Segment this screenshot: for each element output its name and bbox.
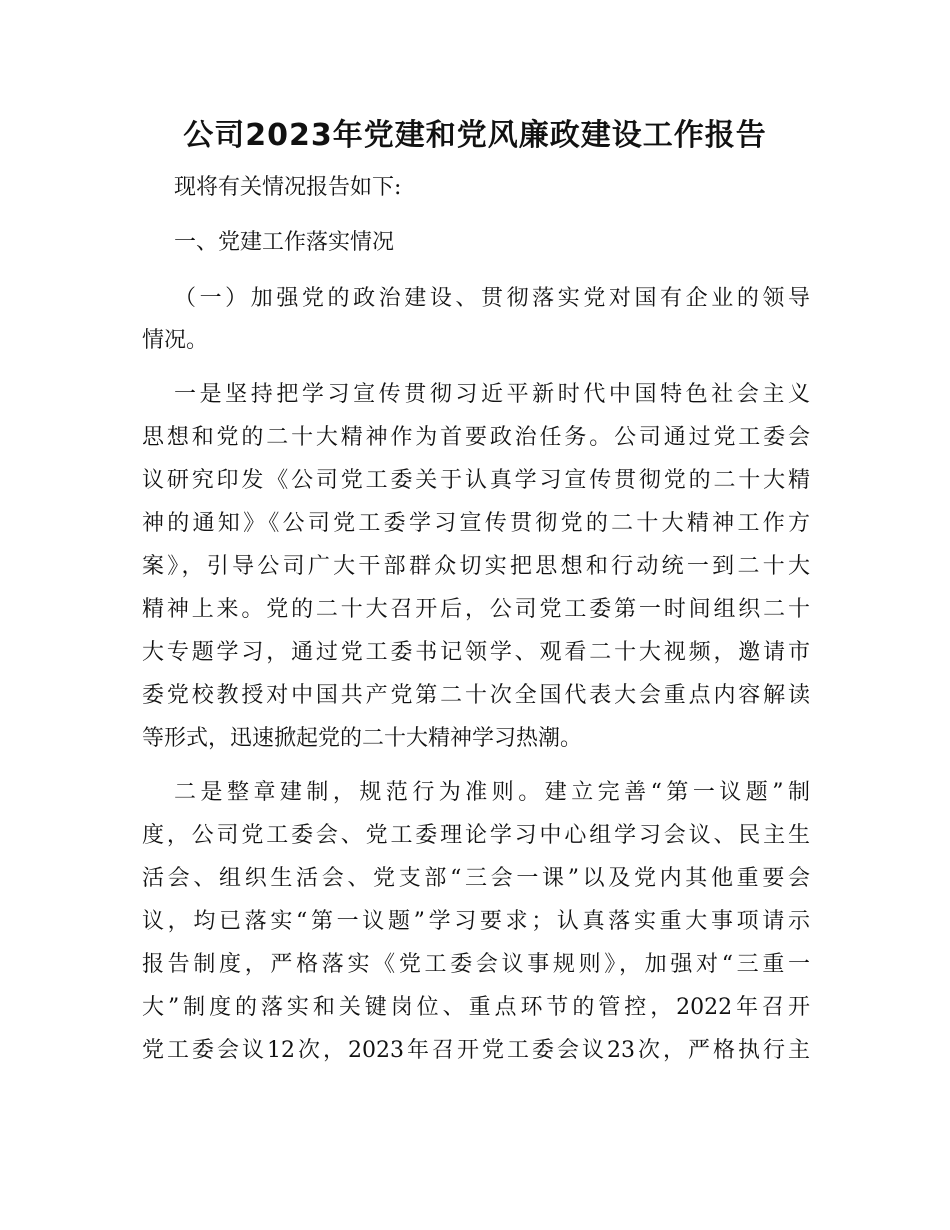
paragraph-line: 等形式，迅速掀起党的二十大精神学习热潮。 (142, 726, 583, 751)
paragraph-line: 大”制度的落实和关键岗位、重点环节的管控，2022年召开 (142, 995, 810, 1020)
paragraph-line: 度，公司党工委会、党工委理论学习中心组学习会议、民主生 (142, 823, 810, 848)
intro-text: 现将有关情况报告如下: (174, 175, 402, 200)
paragraph-line: 议研究印发《公司党工委关于认真学习宣传贯彻党的二十大精 (142, 468, 810, 493)
paragraph-line: 委党校教授对中国共产党第二十次全国代表大会重点内容解读 (142, 683, 810, 708)
paragraph-line: 议，均已落实“第一议题”学习要求；认真落实重大事项请示 (142, 909, 810, 934)
paragraph-line: 思想和党的二十大精神作为首要政治任务。公司通过党工委会 (142, 425, 810, 450)
paragraph-line: 案》，引导公司广大干部群众切实把思想和行动统一到二十大 (142, 554, 810, 579)
paragraph-line: 一是坚持把学习宣传贯彻习近平新时代中国特色社会主义 (174, 382, 810, 407)
section-heading: 一、党建工作落实情况 (174, 230, 395, 255)
document-title: 公司2023年党建和党风廉政建设工作报告 (183, 118, 767, 153)
paragraph-line: 精神上来。党的二十大召开后，公司党工委第一时间组织二十 (142, 597, 810, 622)
paragraph-line: 活会、组织生活会、党支部“三会一课”以及党内其他重要会 (142, 866, 810, 891)
paragraph-line: 神的通知》《公司党工委学习宣传贯彻党的二十大精神工作方 (142, 511, 810, 536)
paragraph-line: 大专题学习，通过党工委书记领学、观看二十大视频，邀请市 (142, 640, 810, 665)
paragraph-line: 二是整章建制，规范行为准则。建立完善“第一议题”制 (174, 780, 810, 805)
subsection-heading-line: 情况。 (142, 328, 209, 353)
paragraph-line: 党工委会议12次，2023年召开党工委会议23次，严格执行主 (142, 1038, 810, 1063)
paragraph-line: 报告制度，严格落实《党工委会议事规则》，加强对“三重一 (142, 952, 810, 977)
subsection-heading-line: （一）加强党的政治建设、贯彻落实党对国有企业的领导 (174, 286, 810, 311)
